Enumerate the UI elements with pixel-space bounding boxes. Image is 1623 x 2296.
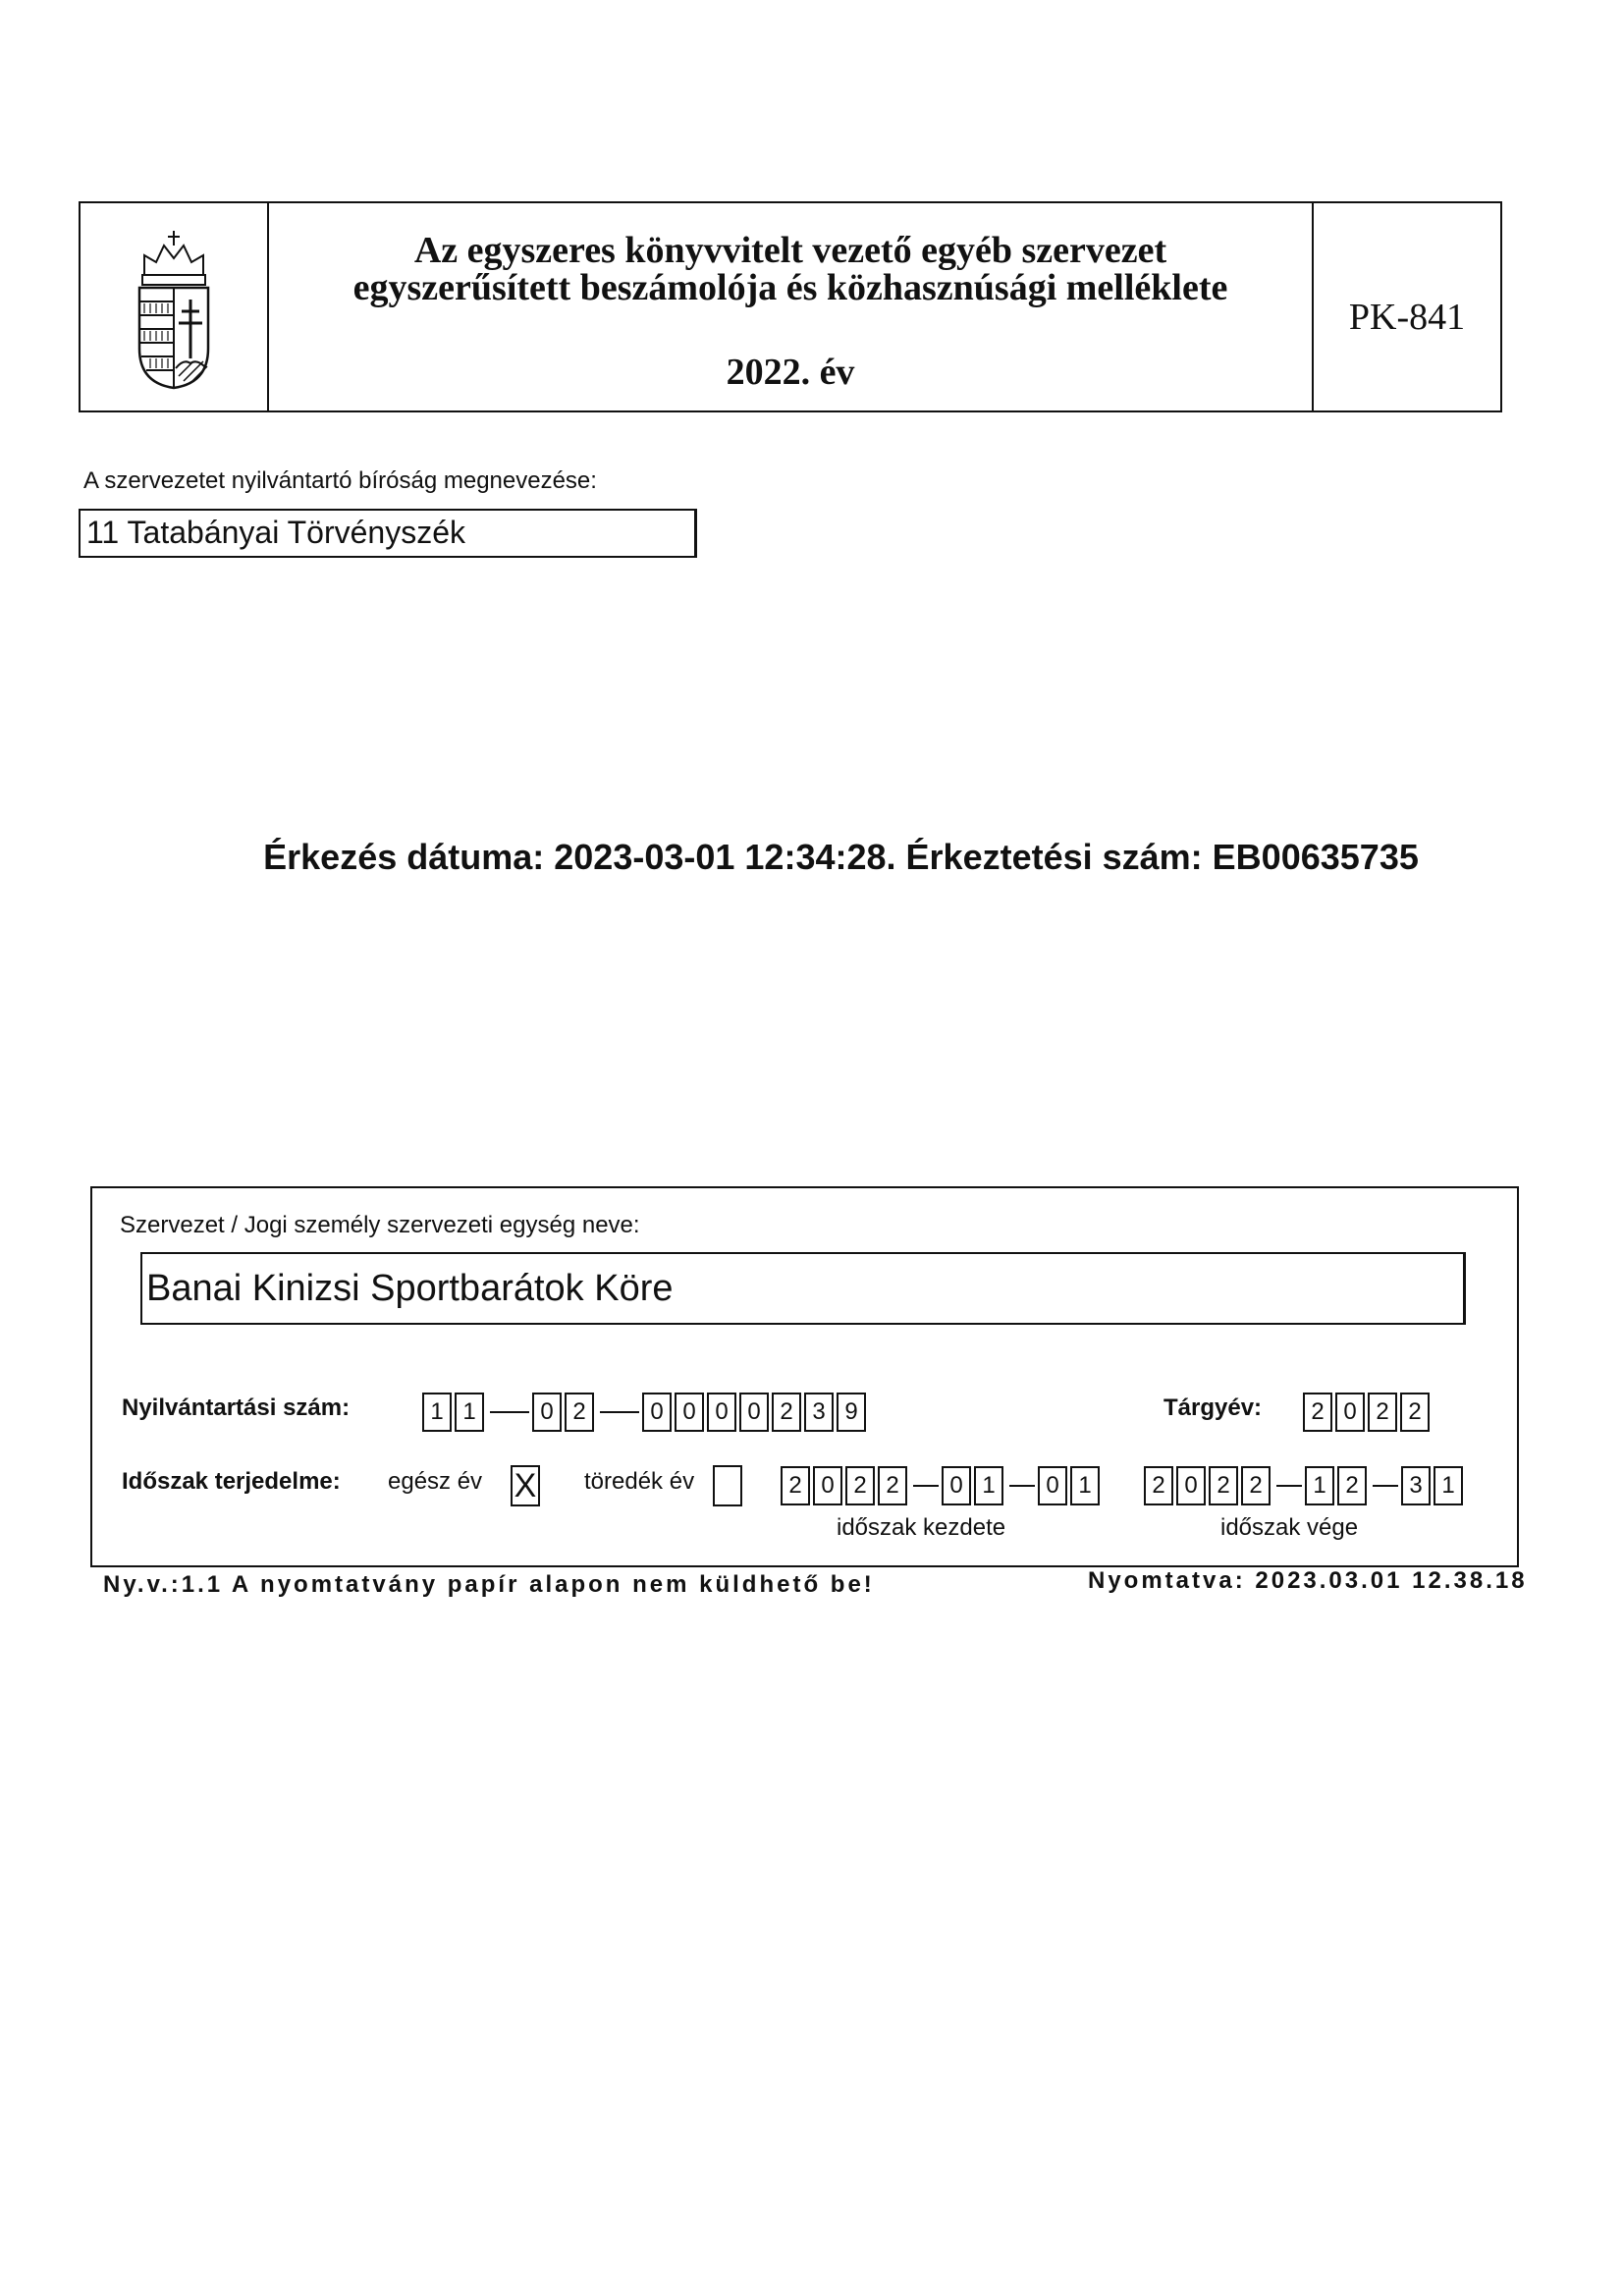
digit-box: 0 [813,1466,842,1505]
digit-box: 1 [1305,1466,1334,1505]
subject-year [1303,1393,1433,1432]
form-header [79,201,1502,412]
whole-year-label: egész év [388,1468,483,1495]
digit-box: 0 [1335,1393,1365,1432]
period-start-date [781,1466,1103,1505]
digit-box: 1 [974,1466,1003,1505]
period-label: Időszak terjedelme: [122,1468,341,1495]
digit-box: 2 [565,1393,594,1432]
registration-number [422,1393,869,1432]
dash-separator [913,1485,939,1487]
court-label: A szervezetet nyilvántartó bíróság megnevezése: [83,467,597,494]
digit-box: 2 [1209,1466,1238,1505]
digit-box: 2 [845,1466,875,1505]
digit-box: 9 [837,1393,866,1432]
digit-box: 0 [707,1393,736,1432]
digit-box: 0 [642,1393,672,1432]
digit-box: 1 [455,1393,484,1432]
dash-separator [1373,1485,1398,1487]
period-start-label: időszak kezdete [837,1514,1006,1541]
digit-box: 0 [1176,1466,1206,1505]
organization-label: Szervezet / Jogi személy szervezeti egység neve: [120,1212,640,1238]
subject-year-label: Tárgyév: [1163,1394,1263,1421]
title-line-2: egyszerűsített beszámolója és közhasznúsági melléklete [352,267,1228,308]
digit-box: 2 [1144,1466,1173,1505]
title-line-1: Az egyszeres könyvvitelt vezető egyéb szervezet [413,230,1167,271]
footer-note: Ny.v.:1.1 A nyomtatvány papír alapon nem küldhető be! [103,1571,875,1598]
period-end-date [1144,1466,1466,1505]
dash-separator [490,1411,529,1413]
crest-cell [81,203,269,410]
digit-box: 2 [1241,1466,1271,1505]
form-code: PK-841 [1348,296,1466,338]
fraction-year-checkbox [713,1465,742,1506]
digit-box: 2 [1303,1393,1332,1432]
digit-box: 2 [1337,1466,1367,1505]
registration-label: Nyilvántartási szám: [122,1394,351,1421]
hungarian-coat-of-arms-icon [125,221,223,393]
whole-year-checkbox: X [511,1465,540,1506]
digit-box: 1 [422,1393,452,1432]
digit-box: 1 [1434,1466,1463,1505]
organization-section [90,1186,1519,1567]
dash-separator [1009,1485,1035,1487]
print-timestamp: Nyomtatva: 2023.03.01 12.38.18 [1088,1567,1528,1594]
digit-box: 3 [1401,1466,1431,1505]
digit-box: 2 [772,1393,801,1432]
digit-box: 2 [1400,1393,1430,1432]
report-year: 2022. év [726,352,855,393]
arrival-info: Érkezés dátuma: 2023-03-01 12:34:28. Érkeztetési szám: EB00635735 [263,837,1419,877]
digit-box: 0 [675,1393,704,1432]
digit-box: 0 [532,1393,562,1432]
digit-box: 1 [1070,1466,1100,1505]
digit-box: 0 [739,1393,769,1432]
fraction-year-label: töredék év [584,1468,695,1495]
digit-box: 3 [804,1393,834,1432]
period-end-label: időszak vége [1220,1514,1359,1541]
organization-name-field: Banai Kinizsi Sportbarátok Köre [140,1252,1466,1325]
digit-box: 2 [781,1466,810,1505]
dash-separator [600,1411,639,1413]
digit-box: 0 [1038,1466,1067,1505]
form-title [269,203,1314,410]
court-field: 11 Tatabányai Törvényszék [79,509,697,558]
digit-box: 2 [1368,1393,1397,1432]
digit-box: 2 [878,1466,907,1505]
digit-box: 0 [942,1466,971,1505]
dash-separator [1276,1485,1302,1487]
